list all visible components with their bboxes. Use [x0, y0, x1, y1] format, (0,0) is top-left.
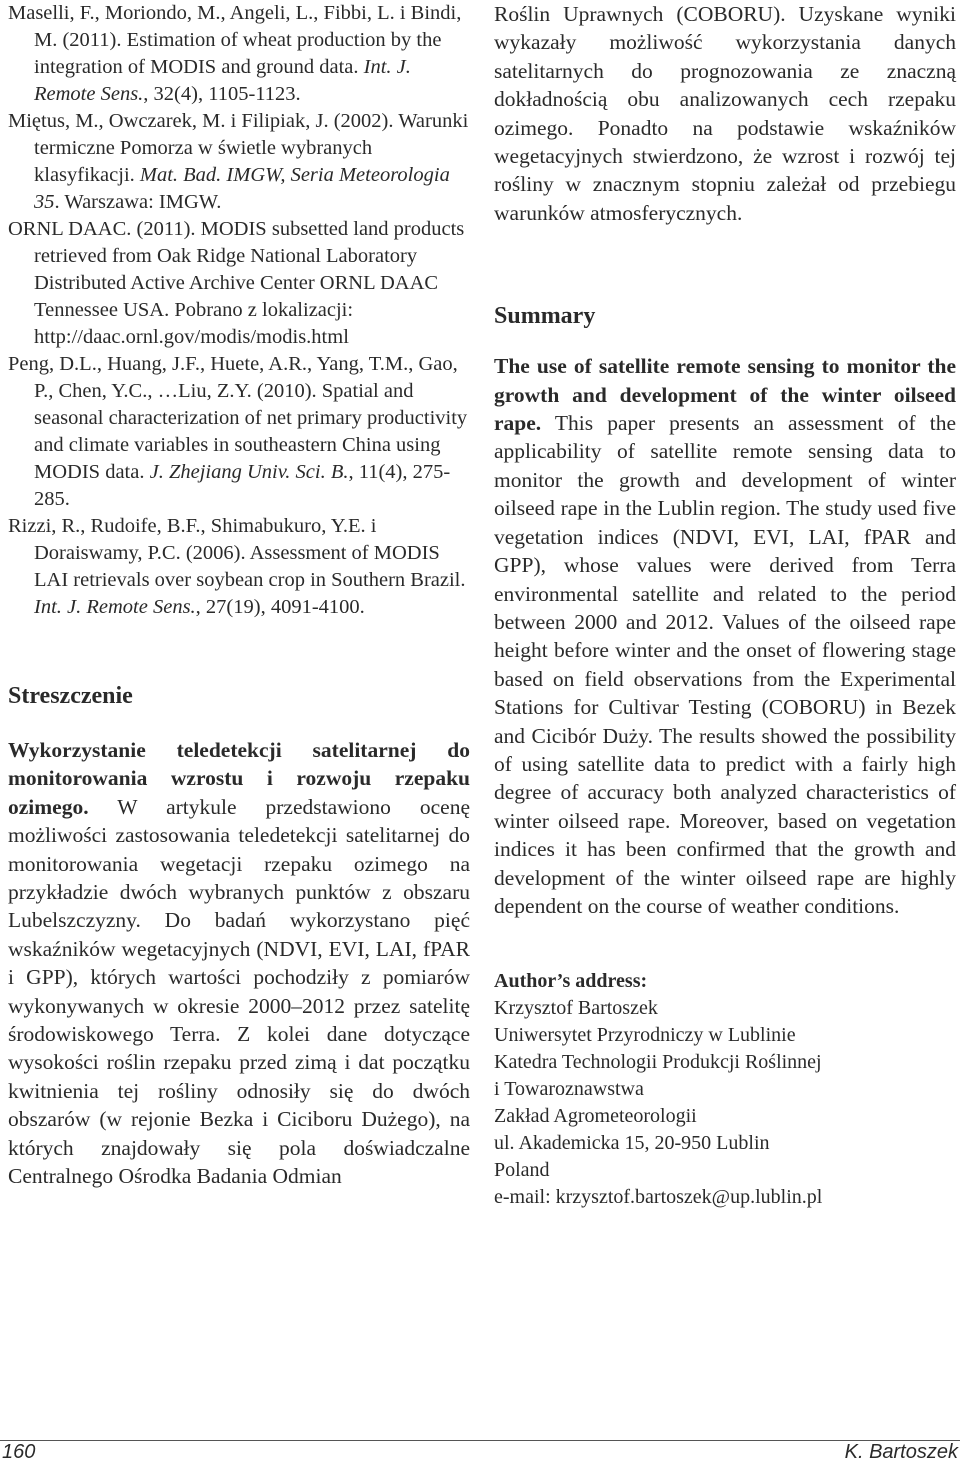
reference-entry — [8, 0, 470, 108]
reference-volume: , 27(19), 4091-4100. — [195, 596, 365, 618]
address-email: e-mail: krzysztof.bartoszek@up.lublin.pl — [494, 1186, 823, 1209]
address-university: Uniwersytet Przyrodniczy w Lublinie — [494, 1024, 796, 1047]
streszczenie-body: W artykule przedstawiono ocenę możliwości zastosowania teledetekcji satelitarnej do monitorowania wegetacji rzepaku ozimego na przykładzie dwóch wybranych punktów z obszaru Lubelszczyzny. Do badań wykorzystano pięć wskaźników wegetacyjnych (NDVI, EVI, LAI, fPAR i GPP), których wartości pochodziły z pomiarów wykonywanych w okresie 2000–2012 przez satelitę środowiskowego Terra. Z kolei dane dotyczące wysokości roślin rzepaku przed zimą i dat początku kwitnienia tej rośliny odnosiły się do dwóch obszarów (w rejonie Bezka i Ciciboru Dużego), na których znajdowały się pola doświadczalne Centralnego Ośrodka Badania Odmian — [8, 794, 470, 1189]
summary-paragraph — [494, 352, 956, 920]
reference-text: Miętus, M., Owczarek, M. i Filipiak, J. (2002). Warunki termiczne Pomorza w świetle wybranych klasyfikacji. — [8, 110, 469, 186]
summary-title: The use of satellite remote sensing to monitor the growth and development of the winter oilseed rape. — [494, 354, 956, 436]
address-country: Poland — [494, 1159, 550, 1182]
reference-volume: , 32(4), 1105-1123. — [143, 83, 301, 105]
reference-entry — [8, 351, 470, 513]
reference-text: Maselli, F., Moriondo, M., Angeli, L., Fibbi, L. i Bindi, M. (2011). Estimation of wheat production by the integration of MODIS and ground data. — [8, 2, 462, 78]
address-unit: Zakład Agrometeorologii — [494, 1105, 697, 1128]
streszczenie-heading: Streszczenie — [8, 683, 133, 709]
reference-journal: J. Zhejiang Univ. Sci. B. — [149, 461, 349, 483]
reference-text: ORNL DAAC. (2011). MODIS subsetted land products retrieved from Oak Ridge National Laboratory Distributed Active Archive Center ORNL DAAC Tennessee USA. Pobrano z lokalizacji: http://daac.ornl.gov/modis/modis.html — [8, 218, 465, 348]
left-column — [8, 0, 470, 1191]
address-department: Katedra Technologii Produkcji Roślinnej — [494, 1051, 822, 1074]
reference-journal: Mat. Bad. IMGW, Seria Meteorologia 35 — [34, 164, 450, 213]
reference-text: Rizzi, R., Rudoife, B.F., Shimabukuro, Y.E. i Doraiswamy, P.C. (2006). Assessment of MODIS LAI retrievals over soybean crop in Southern Brazil. — [8, 515, 466, 591]
address-street: ul. Akademicka 15, 20-950 Lublin — [494, 1132, 770, 1155]
reference-list — [8, 0, 470, 621]
page-number: 160 — [2, 1441, 36, 1463]
address-department-cont: i Towaroznawstwa — [494, 1078, 644, 1101]
running-author: K. Bartoszek — [844, 1441, 958, 1463]
reference-entry — [8, 108, 470, 216]
reference-volume: . Warszawa: IMGW. — [54, 191, 222, 213]
author-address — [494, 968, 956, 1211]
reference-entry — [8, 513, 470, 621]
summary-heading: Summary — [494, 303, 596, 330]
address-name: Krzysztof Bartoszek — [494, 997, 658, 1020]
summary-body: This paper presents an assessment of the applicability of satellite remote sensing data to monitor the growth and development of winter oilseed rape in the Lublin region. The study used five vegetation indices (NDVI, EVI, LAI, fPAR and GPP), whose values were derived from Terra environmental satellite and related to the period between 2000 and 2012. Values of the oilseed rape height before winter and the onset of flowering stage based on field observations from the Experimental Stations for Cultivar Testing (COBORU) in Bezek and Cicibór Duży. The results showed the possibility of using satellite data to predict with a fairly high degree of accuracy both analyzed characteristics of winter oilseed rape. Moreover, based on vegetation indices it has been confirmed that the growth and development of the winter oilseed rape are highly dependent on the course of weather conditions. — [494, 411, 956, 918]
right-column — [494, 0, 956, 1211]
streszczenie-paragraph — [8, 736, 470, 1191]
reference-journal: Int. J. Remote Sens. — [34, 56, 411, 105]
reference-text: Peng, D.L., Huang, J.F., Huete, A.R., Yang, T.M., Gao, P., Chen, Y.C., …Liu, Z.Y. (2010). Spatial and seasonal characterization of net primary productivity and climate variables in southeastern China using MODIS data. — [8, 353, 468, 483]
streszczenie-continued: Roślin Uprawnych (COBORU). Uzyskane wyniki wykazały możliwość wykorzystania danych satelitarnych do prognozowania ze znaczną dokładnością obu analizowanych cech rzepaku ozimego. Ponadto na podstawie wskaźników wegetacyjnych stwierdzono, że wzrost i rozwój tej rośliny w znacznym stopniu zależał od przebiegu warunków atmosferycznych. — [494, 2, 956, 225]
footer-rule — [0, 1440, 960, 1441]
reference-entry — [8, 216, 470, 351]
reference-volume: , 11(4), 275-285. — [34, 461, 451, 510]
reference-journal: Int. J. Remote Sens. — [34, 596, 196, 618]
streszczenie-title: Wykorzystanie teledetekcji satelitarnej do monitorowania wzrostu i rozwoju rzepaku ozimego. — [8, 738, 470, 819]
address-title: Author’s address: — [494, 970, 648, 993]
